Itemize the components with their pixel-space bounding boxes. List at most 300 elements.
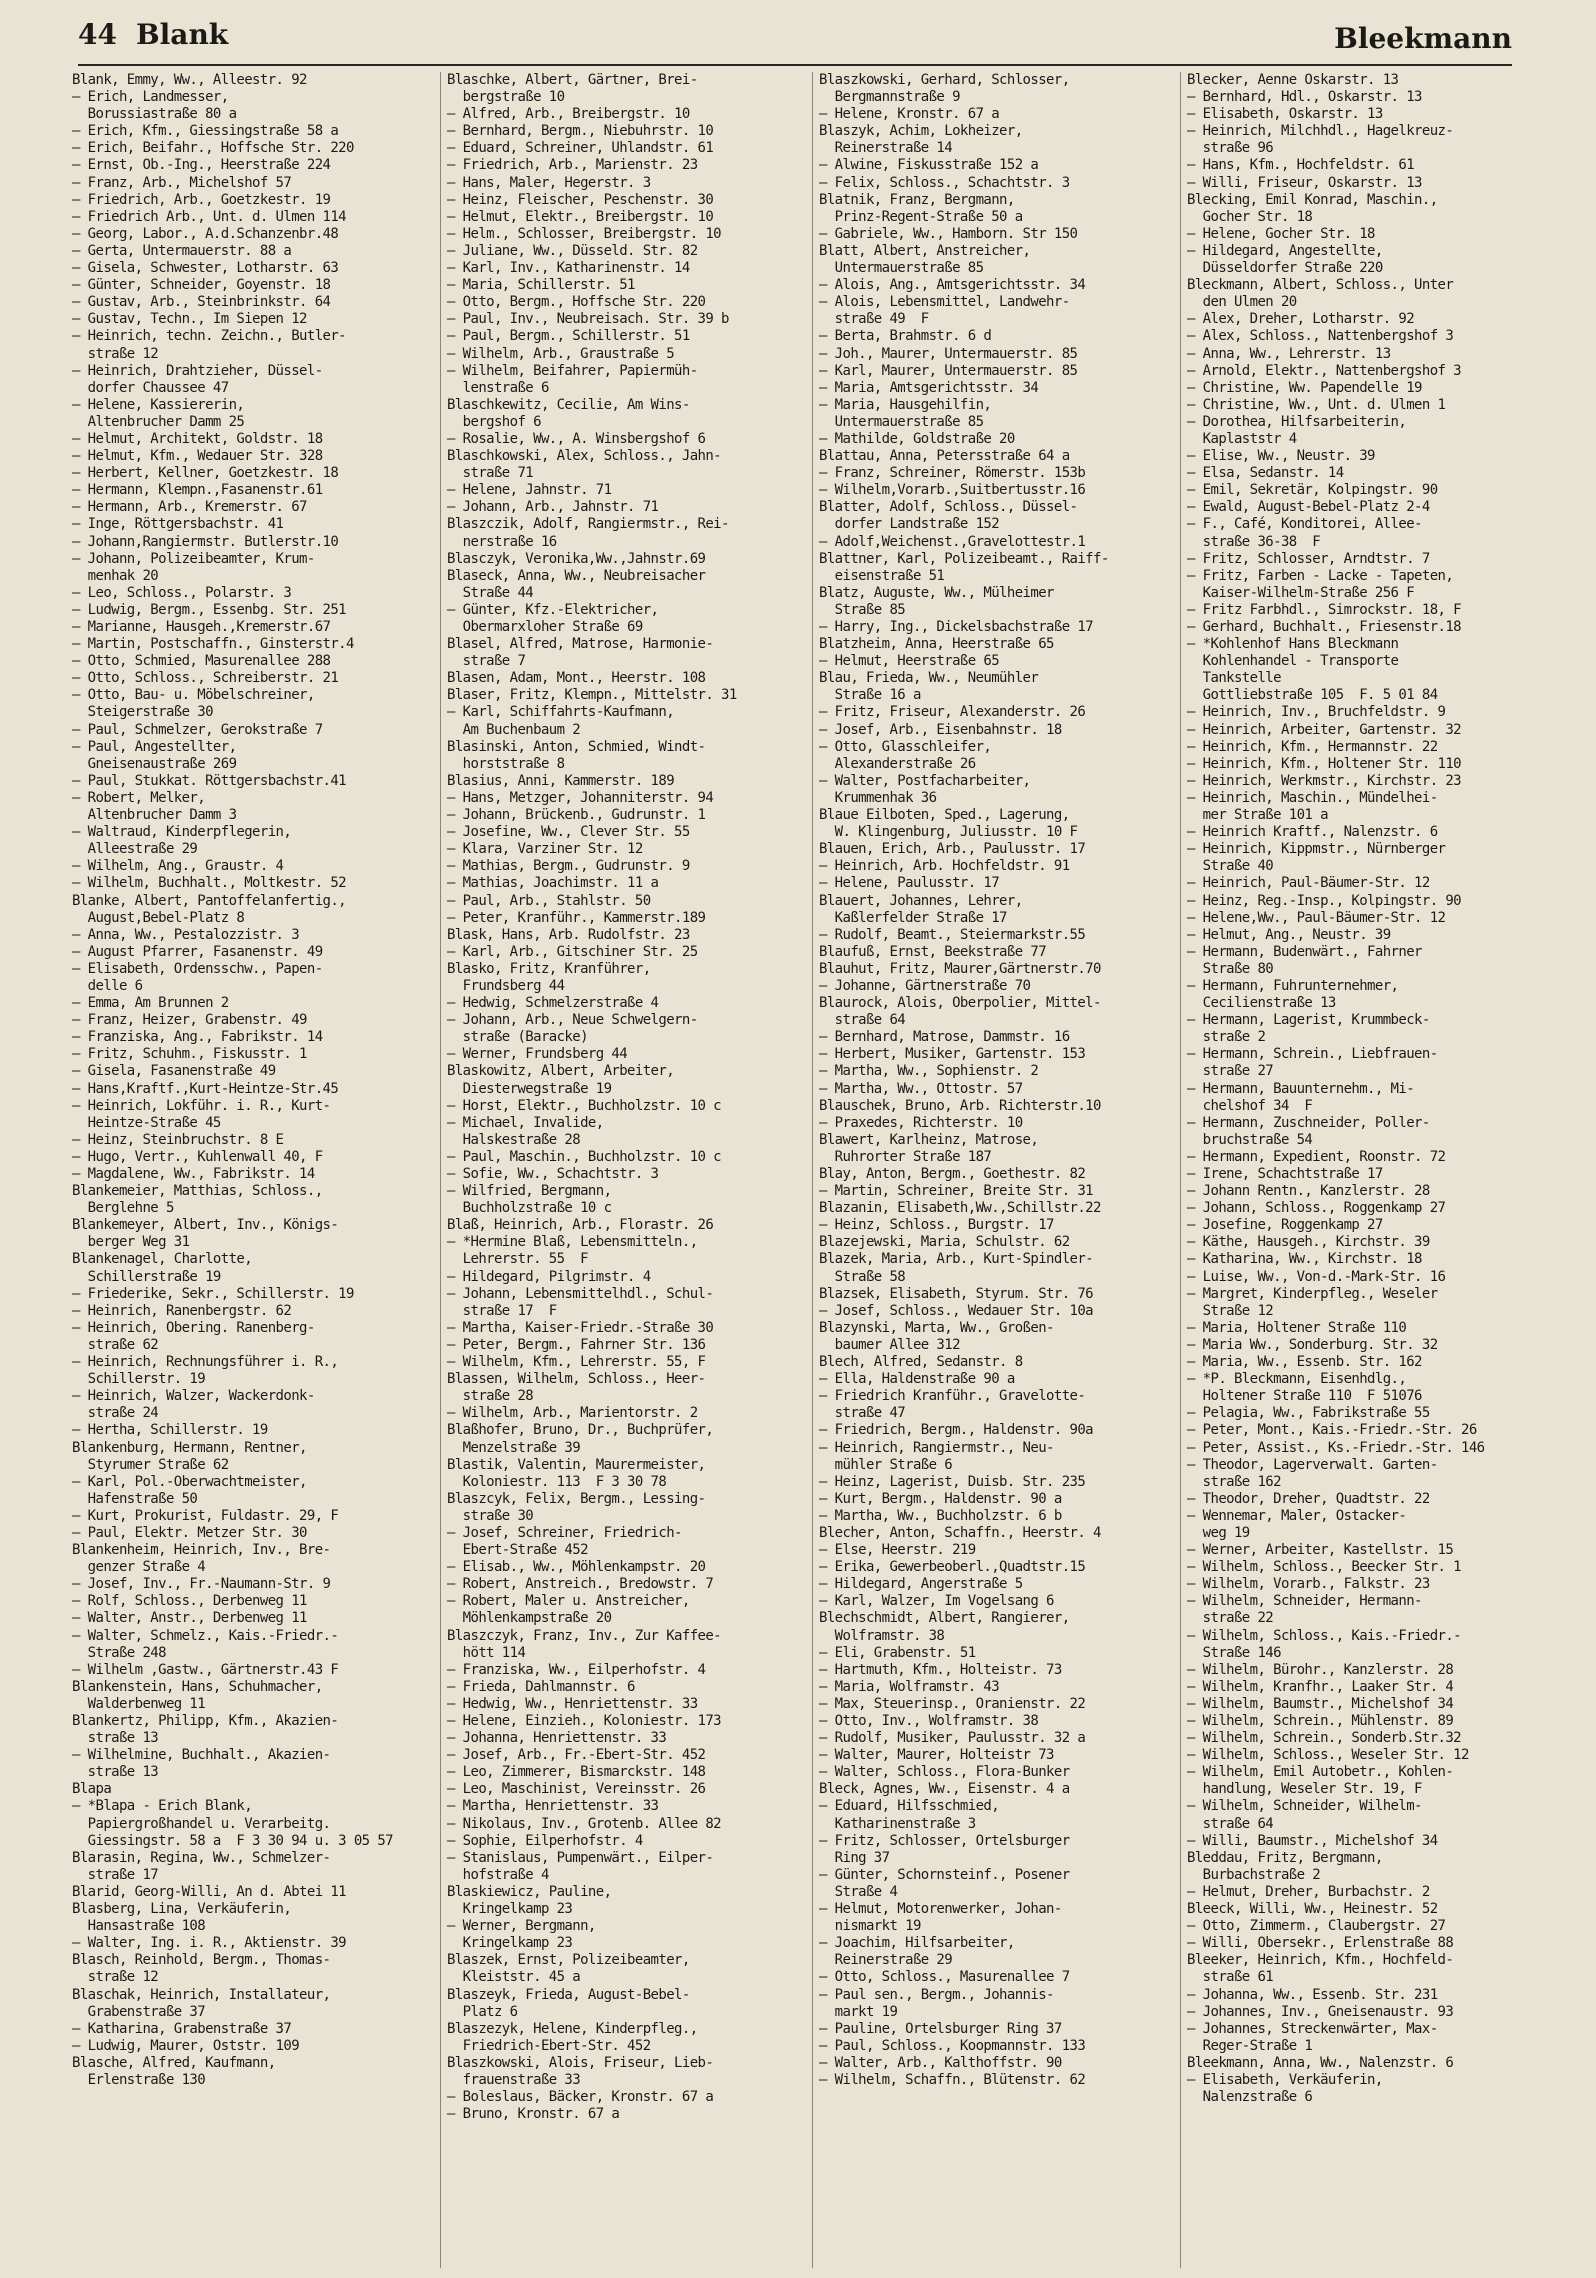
directory-entry-line: Kaßlerfelder Straße 17 (819, 909, 1007, 926)
directory-entry-line: — Martha, Ww., Sophienstr. 2 (819, 1063, 1039, 1080)
directory-entry-line: — Paul sen., Bergm., Johannis- (819, 1986, 1054, 2003)
directory-entry-line: — Helene, Paulusstr. 17 (819, 875, 1000, 892)
directory-entry-line: Blay, Anton, Bergm., Goethestr. 82 (819, 1166, 1086, 1182)
directory-entry-line: eisenstraße 51 (819, 567, 945, 584)
directory-entry-line: — Praxedes, Richterstr. 10 (819, 1114, 1023, 1131)
directory-entry-line: — Gustav, Techn., Im Siepen 12 (72, 311, 307, 328)
directory-entry-line: — Gisela, Fasanenstraße 49 (72, 1063, 276, 1080)
directory-entry-line: — Hermann, Fuhrunternehmer, (1187, 977, 1399, 994)
directory-entry-line: — Heinrich, Milchhdl., Hagelkreuz- (1187, 123, 1454, 140)
directory-entry-line: — Heinrich, Lokführ. i. R., Kurt- (72, 1097, 331, 1114)
directory-entry-line: — Katharina, Ww., Kirchstr. 18 (1187, 1251, 1422, 1268)
directory-entry-line: Steigerstraße 30 (72, 704, 213, 721)
directory-entry-line: — Christine, Ww., Unt. d. Ulmen 1 (1187, 396, 1446, 413)
directory-entry-line: Styrumer Straße 62 (72, 1456, 229, 1473)
directory-entry-line: — Fritz, Schlosser, Ortelsburger (819, 1832, 1070, 1849)
directory-entry-line: — Robert, Melker, (72, 789, 206, 806)
directory-entry-line: Blazejewski, Maria, Schulstr. 62 (819, 1234, 1070, 1251)
directory-entry-line: — Wilhelm, Kfm., Lehrerstr. 55, F (447, 1354, 706, 1371)
directory-entry-line: — Helene, Einzieh., Koloniestr. 173 (447, 1713, 722, 1729)
directory-entry-line: — Helene, Gocher Str. 18 (1187, 225, 1375, 242)
directory-entry-line: — Heinrich, Paul-Bäumer-Str. 12 (1187, 875, 1430, 892)
directory-entry-line: — Eduard, Hilfsschmied, (819, 1798, 1000, 1815)
directory-entry-line: menhak 20 (72, 567, 159, 584)
directory-entry-line: Burbachstraße 2 (1187, 1866, 1321, 1883)
directory-entry-line: — Pauline, Ortelsburger Ring 37 (819, 2020, 1062, 2037)
directory-entry-line: — Heinrich, Arb. Hochfeldstr. 91 (819, 858, 1070, 875)
directory-entry-line: dorfer Landstraße 152 (819, 516, 1000, 533)
directory-entry-line: Kohlenhandel - Transporte (1187, 653, 1399, 670)
directory-entry-line: Cecilienstraße 13 (1187, 995, 1336, 1012)
directory-entry-line: — Leo, Maschinist, Vereinsstr. 26 (447, 1781, 706, 1798)
directory-entry-line: Blasius, Anni, Kammerstr. 189 (447, 772, 675, 789)
directory-entry-line: — Paul, Maschin., Buchholzstr. 10 c (447, 1148, 722, 1165)
directory-entry-line: straße 12 (72, 1969, 159, 1986)
directory-entry-line: — Helmut, Dreher, Burbachstr. 2 (1187, 1883, 1430, 1900)
directory-entry-line: — Wilhelm,Vorarb.,Suitbertusstr.16 (819, 482, 1086, 499)
directory-entry-line: Kaplaststr 4 (1187, 430, 1297, 447)
directory-entry-line: — Alois, Ang., Amtsgerichtsstr. 34 (819, 277, 1086, 294)
directory-entry-line: — Erika, Gewerbeoberl.,Quadtstr.15 (819, 1559, 1086, 1576)
directory-entry-line: Blauhut, Fritz, Maurer,Gärtnerstr.70 (819, 960, 1101, 977)
directory-entry-line: — Franziska, Ww., Eilperhofstr. 4 (447, 1661, 706, 1678)
directory-entry-line: — Martha, Henriettenstr. 33 (447, 1798, 659, 1815)
directory-entry-line: Blankenheim, Heinrich, Inv., Bre- (72, 1542, 331, 1559)
directory-entry-line: — Heinrich, Kfm., Hermannstr. 22 (1187, 738, 1438, 755)
directory-entry-line: — Heinrich, Maschin., Mündelhei- (1187, 789, 1438, 806)
directory-entry-line: — Heinrich, Rangiermstr., Neu- (819, 1439, 1054, 1456)
directory-entry-line: Blatt, Albert, Anstreicher, (819, 242, 1031, 259)
directory-entry-line: straße 71 (447, 465, 534, 482)
directory-entry-line: — Franz, Schreiner, Römerstr. 153b (819, 465, 1086, 482)
directory-entry-line: Am Buchenbaum 2 (447, 721, 581, 738)
directory-entry-line: — Wilhelm, Beifahrer, Papiermüh- (447, 362, 698, 379)
directory-entry-line: dorfer Chaussee 47 (72, 379, 229, 396)
directory-entry-line: Untermauerstraße 85 (819, 413, 984, 430)
directory-entry-line: Gocher Str. 18 (1187, 208, 1313, 225)
directory-entry-line: Reinerstraße 29 (819, 1952, 953, 1969)
directory-entry-line: — Josef, Arb., Fr.-Ebert-Str. 452 (447, 1747, 706, 1764)
directory-entry-line: — Gisela, Schwester, Lotharstr. 63 (72, 260, 339, 277)
directory-entry-line: Buchholzstraße 10 c (447, 1200, 612, 1217)
directory-entry-line: Blasch, Reinhold, Bergm., Thomas- (72, 1952, 331, 1969)
directory-entry-line: — Wilhelm, Arb., Graustraße 5 (447, 345, 675, 362)
directory-entry-line: Hansastraße 108 (72, 1918, 206, 1935)
directory-entry-line: Diesterwegstraße 19 (447, 1080, 612, 1097)
directory-entry-line: — Hans, Maler, Hegerstr. 3 (447, 174, 651, 191)
directory-entry-line: den Ulmen 20 (1187, 294, 1297, 311)
directory-entry-line: straße 12 (72, 345, 159, 362)
directory-entry-line: — Juliane, Ww., Düsseld. Str. 82 (447, 242, 698, 259)
directory-entry-line: straße (Baracke) (447, 1029, 588, 1046)
directory-entry-line: mer Straße 101 a (1187, 807, 1328, 824)
directory-entry-line: Blank, Emmy, Ww., Alleestr. 92 (72, 72, 307, 88)
directory-entry-line: — Johann, Polizeibeamter, Krum- (72, 550, 315, 567)
directory-entry-line: — Alfred, Arb., Breibergstr. 10 (447, 106, 690, 123)
directory-entry-line: — August Pfarrer, Fasanenstr. 49 (72, 943, 323, 960)
directory-entry-line: — Bernhard, Hdl., Oskarstr. 13 (1187, 89, 1422, 106)
directory-entry-line: — Mathias, Bergm., Gudrunstr. 9 (447, 858, 690, 875)
directory-entry-line: — Johanne, Gärtnerstraße 70 (819, 977, 1031, 994)
directory-entry-line: — Franziska, Ang., Fabrikstr. 14 (72, 1029, 323, 1046)
directory-entry-line: — Alex, Schloss., Nattenbergshof 3 (1187, 328, 1454, 345)
directory-entry-line: Platz 6 (447, 2003, 518, 2020)
left-keyword: Blank (136, 18, 229, 51)
directory-entry-line: — Johanna, Ww., Essenb. Str. 231 (1187, 1986, 1438, 2003)
directory-entry-line: — Gerta, Untermauerstr. 88 a (72, 242, 292, 259)
directory-entry-line: — Franz, Heizer, Grabenstr. 49 (72, 1012, 307, 1029)
directory-entry-line: — Paul, Stukkat. Röttgersbachstr.41 (72, 772, 347, 789)
directory-entry-line: Bergmannstraße 9 (819, 89, 960, 106)
directory-entry-line: — Boleslaus, Bäcker, Kronstr. 67 a (447, 2089, 714, 2106)
directory-entry-line: — Elisabeth, Verkäuferin, (1187, 2071, 1383, 2088)
directory-entry-line: — Martin, Schreiner, Breite Str. 31 (819, 1183, 1094, 1200)
directory-entry-line: Blasen, Adam, Mont., Heerstr. 108 (447, 670, 706, 687)
directory-entry-line: Blecker, Aenne Oskarstr. 13 (1187, 72, 1399, 88)
directory-entry-line: Blankemeier, Matthias, Schloss., (72, 1183, 323, 1200)
directory-entry-line: — Johanna, Henriettenstr. 33 (447, 1730, 667, 1747)
directory-entry-line: Blaue Eilboten, Sped., Lagerung, (819, 807, 1070, 824)
directory-entry-line: handlung, Weseler Str. 19, F (1187, 1781, 1422, 1798)
directory-entry-line: — Michael, Invalide, (447, 1114, 604, 1131)
directory-entry-line: — Wilhelm, Bürohr., Kanzlerstr. 28 (1187, 1661, 1454, 1678)
directory-entry-line: straße 61 (1187, 1969, 1274, 1986)
directory-entry-line: — Helene, Kronstr. 67 a (819, 106, 1000, 123)
directory-entry-line: — Otto, Inv., Wolframstr. 38 (819, 1713, 1039, 1729)
directory-entry-line: — Willi, Obersekr., Erlenstraße 88 (1187, 1935, 1454, 1952)
directory-columns (72, 72, 1546, 2268)
directory-entry-line: — Waltraud, Kinderpflegerin, (72, 824, 292, 841)
directory-entry-line: — Josefine, Ww., Clever Str. 55 (447, 824, 690, 841)
directory-entry-line: — Arnold, Elektr., Nattenbergshof 3 (1187, 362, 1462, 379)
directory-entry-line: Wolframstr. 38 (819, 1627, 945, 1644)
directory-entry-line: — Josef, Schreiner, Friedrich- (447, 1524, 682, 1541)
directory-entry-line: Blask, Hans, Arb. Rudolfstr. 23 (447, 926, 690, 943)
directory-entry-line: — Rolf, Schloss., Derbenweg 11 (72, 1593, 307, 1610)
directory-entry-line: Blaschak, Heinrich, Installateur, (72, 1986, 331, 2003)
directory-entry-line: — Mathilde, Goldstraße 20 (819, 430, 1015, 447)
directory-entry-line: — Paul, Angestellter, (72, 738, 237, 755)
directory-entry-line: — Paul, Inv., Neubreisach. Str. 39 b (447, 311, 729, 328)
directory-entry-line: delle 6 (72, 977, 143, 994)
directory-entry-line: Walderbenweg 11 (72, 1695, 206, 1712)
directory-entry-line: Reinerstraße 14 (819, 140, 953, 157)
directory-entry-line: Blastik, Valentin, Maurermeister, (447, 1456, 706, 1473)
directory-entry-line: Blaskowitz, Albert, Arbeiter, (447, 1063, 675, 1080)
directory-entry-line: Halskestraße 28 (447, 1131, 581, 1148)
page-number: 44 (78, 18, 117, 51)
directory-entry-line: Gneisenaustraße 269 (72, 755, 237, 772)
directory-entry-line: — Robert, Maler u. Anstreicher, (447, 1593, 690, 1610)
directory-entry-line: — Walter, Schmelz., Kais.-Friedr.- (72, 1627, 339, 1644)
directory-entry-line: — Johannes, Inv., Gneisenaustr. 93 (1187, 2003, 1454, 2020)
directory-entry-line: — Sophie, Eilperhofstr. 4 (447, 1832, 643, 1849)
directory-entry-line: — Herbert, Musiker, Gartenstr. 153 (819, 1046, 1086, 1063)
directory-entry-line: — Wilhelm ,Gastw., Gärtnerstr.43 F (72, 1661, 339, 1678)
directory-entry-line: Straße 4 (819, 1883, 898, 1900)
directory-entry-line: — Willi, Baumstr., Michelshof 34 (1187, 1832, 1438, 1849)
directory-entry-line: Blatz, Auguste, Ww., Mülheimer (819, 584, 1054, 601)
directory-entry-line: — Wilfried, Bergmann, (447, 1183, 612, 1200)
directory-entry-line: — Franz, Arb., Michelshof 57 (72, 174, 292, 191)
directory-entry-line: Straße 44 (447, 584, 534, 601)
directory-entry-line: — Hertha, Schillerstr. 19 (72, 1422, 268, 1439)
directory-entry-line: — Erich, Kfm., Giessingstraße 58 a (72, 123, 339, 140)
directory-entry-line: — Rudolf, Beamt., Steiermarkstr.55 (819, 926, 1086, 943)
directory-entry-line: — Heinz, Schloss., Burgstr. 17 (819, 1217, 1054, 1234)
directory-entry-line: — Otto, Glasschleifer, (819, 738, 992, 755)
directory-entry-line: Untermauerstraße 85 (819, 260, 984, 277)
directory-entry-line: straße 27 (1187, 1063, 1274, 1080)
directory-entry-line: straße 7 (447, 653, 526, 670)
directory-entry-line: — Wilhelm, Schneider, Hermann- (1187, 1593, 1422, 1610)
directory-entry-line: — Emma, Am Brunnen 2 (72, 995, 229, 1012)
directory-entry-line: — Robert, Anstreich., Bredowstr. 7 (447, 1576, 714, 1593)
directory-entry-line: — Peter, Mont., Kais.-Friedr.-Str. 26 (1187, 1422, 1477, 1439)
directory-entry-line: — Friedrich Kranführ., Gravelotte- (819, 1388, 1086, 1405)
directory-entry-line: Straße 146 (1187, 1644, 1281, 1661)
directory-entry-line: Berglehne 5 (72, 1200, 174, 1217)
directory-entry-line: Blaschke, Albert, Gärtner, Brei- (447, 72, 698, 88)
directory-entry-line: mühler Straße 6 (819, 1456, 953, 1473)
directory-entry-line: — Paul, Arb., Stahlstr. 50 (447, 892, 651, 909)
directory-entry-line: Blaschkowski, Alex, Schloss., Jahn- (447, 448, 722, 465)
directory-entry-line: berger Weg 31 (72, 1234, 190, 1251)
directory-entry-line: — Helmut, Kfm., Wedauer Str. 328 (72, 448, 323, 465)
directory-entry-line: Straße 12 (1187, 1302, 1274, 1319)
directory-entry-line: — Heinrich, Arbeiter, Gartenstr. 32 (1187, 721, 1462, 738)
right-keyword: Bleekmann (1334, 22, 1512, 55)
directory-entry-line: Obermarxloher Straße 69 (447, 619, 643, 635)
directory-entry-line: — Wilhelm, Schaffn., Blütenstr. 62 (819, 2071, 1086, 2088)
directory-entry-line: Blaß, Heinrich, Arb., Florastr. 26 (447, 1217, 714, 1234)
directory-entry-line: — Otto, Schloss., Masurenallee 7 (819, 1969, 1070, 1986)
directory-entry-line: — Walter, Arb., Kalthoffstr. 90 (819, 2054, 1062, 2071)
directory-entry-line: — Karl, Schiffahrts-Kaufmann, (447, 704, 675, 721)
directory-entry-line: — Hermann, Zuschneider, Poller- (1187, 1114, 1430, 1131)
directory-entry-line: — Maria, Wolframstr. 43 (819, 1678, 1000, 1695)
directory-entry-line: — *Kohlenhof Hans Bleckmann (1187, 636, 1399, 653)
directory-entry-line: — Walter, Postfacharbeiter, (819, 772, 1031, 789)
directory-entry-line: — Peter, Kranführ., Kammerstr.189 (447, 909, 706, 926)
directory-entry-line: Blankemeyer, Albert, Inv., Königs- (72, 1217, 339, 1234)
directory-entry-line: — Wilhelm, Schloss., Kais.-Friedr.- (1187, 1627, 1462, 1644)
directory-entry-line: Blazek, Maria, Arb., Kurt-Spindler- (819, 1251, 1094, 1268)
directory-entry-line: — Horst, Elektr., Buchholzstr. 10 c (447, 1097, 722, 1114)
directory-entry-line: Bleeker, Heinrich, Kfm., Hochfeld- (1187, 1952, 1454, 1969)
directory-entry-line: — Hermann, Arb., Kremerstr. 67 (72, 499, 307, 516)
directory-entry-line: Düsseldorfer Straße 220 (1187, 260, 1383, 277)
directory-entry-line: Gottliebstraße 105 F. 5 01 84 (1187, 687, 1438, 704)
directory-entry-line: — Wilhelm, Ang., Graustr. 4 (72, 858, 284, 875)
directory-entry-line: Alleestraße 29 (72, 841, 198, 858)
directory-entry-line: — Fritz, Schuhm., Fiskusstr. 1 (72, 1046, 307, 1063)
directory-entry-line: — Eduard, Schreiner, Uhlandstr. 61 (447, 140, 714, 157)
directory-entry-line: — Christine, Ww. Papendelle 19 (1187, 379, 1422, 396)
directory-entry-line: straße 17 F (447, 1302, 557, 1319)
directory-entry-line: — Fritz, Farben - Lacke - Tapeten, (1187, 567, 1454, 584)
directory-entry-line: — Theodor, Dreher, Quadtstr. 22 (1187, 1490, 1430, 1507)
directory-entry-line: — Friederike, Sekr., Schillerstr. 19 (72, 1285, 354, 1302)
directory-entry-line: — Heinrich, Werkmstr., Kirchstr. 23 (1187, 772, 1462, 789)
directory-entry-line: Bleckmann, Albert, Schloss., Unter (1187, 277, 1454, 294)
directory-entry-line: straße 96 (1187, 140, 1274, 157)
directory-entry-line: — Elsa, Sedanstr. 14 (1187, 465, 1344, 482)
directory-entry-line: — Wilhelm, Vorarb., Falkstr. 23 (1187, 1576, 1430, 1593)
directory-entry-line: — Helmut, Architekt, Goldstr. 18 (72, 430, 323, 447)
directory-entry-line: Straße 248 (72, 1644, 166, 1661)
directory-entry-line: Blaszczyk, Franz, Inv., Zur Kaffee- (447, 1627, 722, 1644)
directory-entry-line: — Heinrich, Obering. Ranenberg- (72, 1319, 315, 1336)
directory-entry-line: Blapa (72, 1781, 112, 1798)
directory-entry-line: — Heinrich, Drahtzieher, Düssel- (72, 362, 323, 379)
directory-entry-line: Blattner, Karl, Polizeibeamt., Raiff- (819, 550, 1109, 567)
directory-entry-line: — Bruno, Kronstr. 67 a (447, 2106, 620, 2123)
directory-entry-line: — Walter, Anstr., Derbenweg 11 (72, 1610, 307, 1627)
directory-entry-line: — Martha, Kaiser-Friedr.-Straße 30 (447, 1319, 714, 1336)
directory-entry-line: — Elise, Ww., Neustr. 39 (1187, 448, 1375, 465)
directory-entry-line: — Nikolaus, Inv., Grotenb. Allee 82 (447, 1815, 722, 1832)
directory-entry-line: — Rosalie, Ww., A. Winsbergshof 6 (447, 430, 706, 447)
directory-column-1 (72, 72, 434, 2268)
directory-entry-line: hofstraße 4 (447, 1866, 549, 1883)
directory-entry-line: — Theodor, Lagerverwalt. Garten- (1187, 1456, 1438, 1473)
directory-column-4 (1180, 72, 1547, 2268)
directory-entry-line: — *Hermine Blaß, Lebensmitteln., (447, 1234, 698, 1251)
directory-entry-line: — Bernhard, Bergm., Niebuhrstr. 10 (447, 123, 714, 140)
directory-entry-line: frauenstraße 33 (447, 2071, 581, 2088)
directory-entry-line: Blanke, Albert, Pantoffelanfertig., (72, 892, 347, 909)
directory-entry-line: — Hans,Kraftf.,Kurt-Heintze-Str.45 (72, 1080, 339, 1097)
directory-entry-line: Blattau, Anna, Petersstraße 64 a (819, 448, 1070, 465)
directory-entry-line: Blarasin, Regina, Ww., Schmelzer- (72, 1849, 331, 1866)
directory-entry-line: Ebert-Straße 452 (447, 1542, 588, 1559)
directory-entry-line: straße 17 (72, 1866, 159, 1883)
directory-entry-line: — Ludwig, Maurer, Oststr. 109 (72, 2037, 300, 2054)
directory-entry-line: — Heinrich, techn. Zeichn., Butler- (72, 328, 347, 345)
directory-entry-line: — Else, Heerstr. 219 (819, 1542, 976, 1559)
directory-entry-line: — Leo, Zimmerer, Bismarckstr. 148 (447, 1764, 706, 1781)
directory-entry-line: — Mathias, Joachimstr. 11 a (447, 875, 659, 892)
directory-entry-line: — Wilhelm, Buchhalt., Moltkestr. 52 (72, 875, 347, 892)
directory-entry-line: markt 19 (819, 2003, 898, 2020)
directory-entry-line: — Friedrich Arb., Unt. d. Ulmen 114 (72, 208, 347, 225)
directory-entry-line: — Fritz, Schlosser, Arndtstr. 7 (1187, 550, 1430, 567)
directory-entry-line: — Heinrich, Kfm., Holtener Str. 110 (1187, 755, 1462, 772)
directory-entry-line: straße 24 (72, 1405, 159, 1422)
directory-entry-line: — Elisab., Ww., Möhlenkampstr. 20 (447, 1559, 706, 1576)
directory-entry-line: bruchstraße 54 (1187, 1131, 1313, 1148)
directory-entry-line: — Georg, Labor., A.d.Schanzenbr.48 (72, 225, 339, 242)
directory-entry-line: Nalenzstraße 6 (1187, 2089, 1313, 2106)
directory-entry-line: straße 13 (72, 1730, 159, 1747)
directory-entry-line: — Helene, Jahnstr. 71 (447, 482, 612, 499)
directory-entry-line: Blazynski, Marta, Ww., Großen- (819, 1319, 1054, 1336)
directory-entry-line: — Käthe, Hausgeh., Kirchstr. 39 (1187, 1234, 1430, 1251)
directory-entry-line: — Walter, Maurer, Holteistr 73 (819, 1747, 1054, 1764)
directory-entry-line: — Gustav, Arb., Steinbrinkstr. 64 (72, 294, 331, 311)
directory-entry-line: — Johannes, Streckenwärter, Max- (1187, 2020, 1438, 2037)
directory-entry-line: Blatnik, Franz, Bergmann, (819, 191, 1015, 208)
directory-entry-line: — Hildegard, Pilgrimstr. 4 (447, 1268, 651, 1285)
directory-entry-line: weg 19 (1187, 1524, 1250, 1541)
directory-entry-line: — Wilhelm, Schrein., Mühlenstr. 89 (1187, 1713, 1454, 1729)
directory-entry-line: nerstraße 16 (447, 533, 557, 550)
directory-entry-line: Blauert, Johannes, Lehrer, (819, 892, 1023, 909)
directory-entry-line: — Paul, Bergm., Schillerstr. 51 (447, 328, 690, 345)
directory-entry-line: — Anna, Ww., Pestalozzistr. 3 (72, 926, 300, 943)
directory-entry-line: Kringelkamp 23 (447, 1901, 573, 1918)
directory-entry-line: Blasel, Alfred, Matrose, Harmonie- (447, 636, 714, 653)
directory-entry-line: — Hedwig, Ww., Henriettenstr. 33 (447, 1695, 698, 1712)
directory-entry-line: — Johann, Arb., Jahnstr. 71 (447, 499, 659, 516)
directory-entry-line: — Wilhelm, Schloss., Beecker Str. 1 (1187, 1559, 1462, 1576)
directory-entry-line: — Wilhelm, Emil Autobetr., Kohlen- (1187, 1764, 1454, 1781)
directory-entry-line: — Heinz, Lagerist, Duisb. Str. 235 (819, 1473, 1086, 1490)
directory-entry-line: — Wilhelm, Kranfhr., Laaker Str. 4 (1187, 1678, 1454, 1695)
directory-entry-line: — Johann, Brückenb., Gudrunstr. 1 (447, 807, 706, 824)
directory-entry-line: baumer Allee 312 (819, 1336, 960, 1353)
directory-entry-line: Altenbrucher Damm 25 (72, 413, 245, 430)
directory-entry-line: Möhlenkampstraße 20 (447, 1610, 612, 1627)
directory-entry-line: — Frieda, Dahlmannstr. 6 (447, 1678, 635, 1695)
directory-entry-line: — Paul, Schmelzer, Gerokstraße 7 (72, 721, 323, 738)
directory-entry-line: — Johann, Lebensmittelhdl., Schul- (447, 1285, 714, 1302)
directory-entry-line: — Hermann, Schrein., Liebfrauen- (1187, 1046, 1438, 1063)
directory-entry-line: — Anna, Ww., Lehrerstr. 13 (1187, 345, 1391, 362)
directory-entry-line: Bleck, Agnes, Ww., Eisenstr. 4 a (819, 1781, 1070, 1798)
directory-entry-line: — Maria, Holtener Straße 110 (1187, 1319, 1407, 1336)
directory-entry-line: — Paul, Elektr. Metzer Str. 30 (72, 1524, 307, 1541)
directory-entry-line: — Wilhelm, Schneider, Wilhelm- (1187, 1798, 1422, 1815)
directory-entry-line: Straße 85 (819, 601, 906, 618)
directory-entry-line: Grabenstraße 37 (72, 2003, 206, 2020)
directory-entry-line: Straße 40 (1187, 858, 1274, 875)
directory-entry-line: Blaszczik, Adolf, Rangiermstr., Rei- (447, 516, 729, 533)
directory-entry-line: — Luise, Ww., Von-d.-Mark-Str. 16 (1187, 1268, 1446, 1285)
directory-entry-line: Krummenhak 36 (819, 789, 937, 806)
directory-entry-line: — Ewald, August-Bebel-Platz 2-4 (1187, 499, 1430, 516)
directory-entry-line: Reger-Straße 1 (1187, 2037, 1313, 2054)
directory-entry-line: Blaszek, Ernst, Polizeibeamter, (447, 1952, 690, 1969)
directory-entry-line: — Karl, Maurer, Untermauerstr. 85 (819, 362, 1078, 379)
directory-entry-line: chelshof 34 F (1187, 1097, 1313, 1114)
directory-entry-line: — Maria, Ww., Essenb. Str. 162 (1187, 1354, 1422, 1371)
directory-entry-line: bergshof 6 (447, 413, 541, 430)
directory-entry-line: Altenbrucher Damm 3 (72, 807, 237, 824)
directory-entry-line: Koloniestr. 113 F 3 30 78 (447, 1473, 667, 1490)
directory-entry-line: genzer Straße 4 (72, 1559, 206, 1576)
directory-entry-line: — Klara, Varziner Str. 12 (447, 841, 643, 858)
directory-entry-line: — Walter, Ing. i. R., Aktienstr. 39 (72, 1935, 347, 1952)
directory-entry-line: — Hermann, Klempn.,Fasanenstr.61 (72, 482, 323, 499)
directory-entry-line: — Bernhard, Matrose, Dammstr. 16 (819, 1029, 1070, 1046)
directory-entry-line: — Karl, Walzer, Im Vogelsang 6 (819, 1593, 1054, 1610)
directory-entry-line: — Helmut, Elektr., Breibergstr. 10 (447, 208, 714, 225)
directory-entry-line: Menzelstraße 39 (447, 1439, 581, 1456)
directory-entry-line: W. Klingenburg, Juliusstr. 10 F (819, 824, 1078, 841)
directory-entry-line: straße 62 (72, 1336, 159, 1353)
directory-entry-line: — Josef, Inv., Fr.-Naumann-Str. 9 (72, 1576, 331, 1593)
directory-entry-line: — Maria, Schillerstr. 51 (447, 277, 635, 294)
directory-entry-line: — Hildegard, Angestellte, (1187, 242, 1383, 259)
directory-entry-line: — Fritz Farbhdl., Simrockstr. 18, F (1187, 601, 1462, 618)
directory-entry-line: — Gerhard, Buchhalt., Friesenstr.18 (1187, 619, 1462, 635)
directory-entry-line: — Peter, Bergm., Fahrner Str. 136 (447, 1336, 706, 1353)
directory-entry-line: — Wennemar, Maler, Ostacker- (1187, 1507, 1407, 1524)
directory-entry-line: straße 2 (1187, 1029, 1266, 1046)
directory-entry-line: — Josef, Schloss., Wedauer Str. 10a (819, 1302, 1094, 1319)
